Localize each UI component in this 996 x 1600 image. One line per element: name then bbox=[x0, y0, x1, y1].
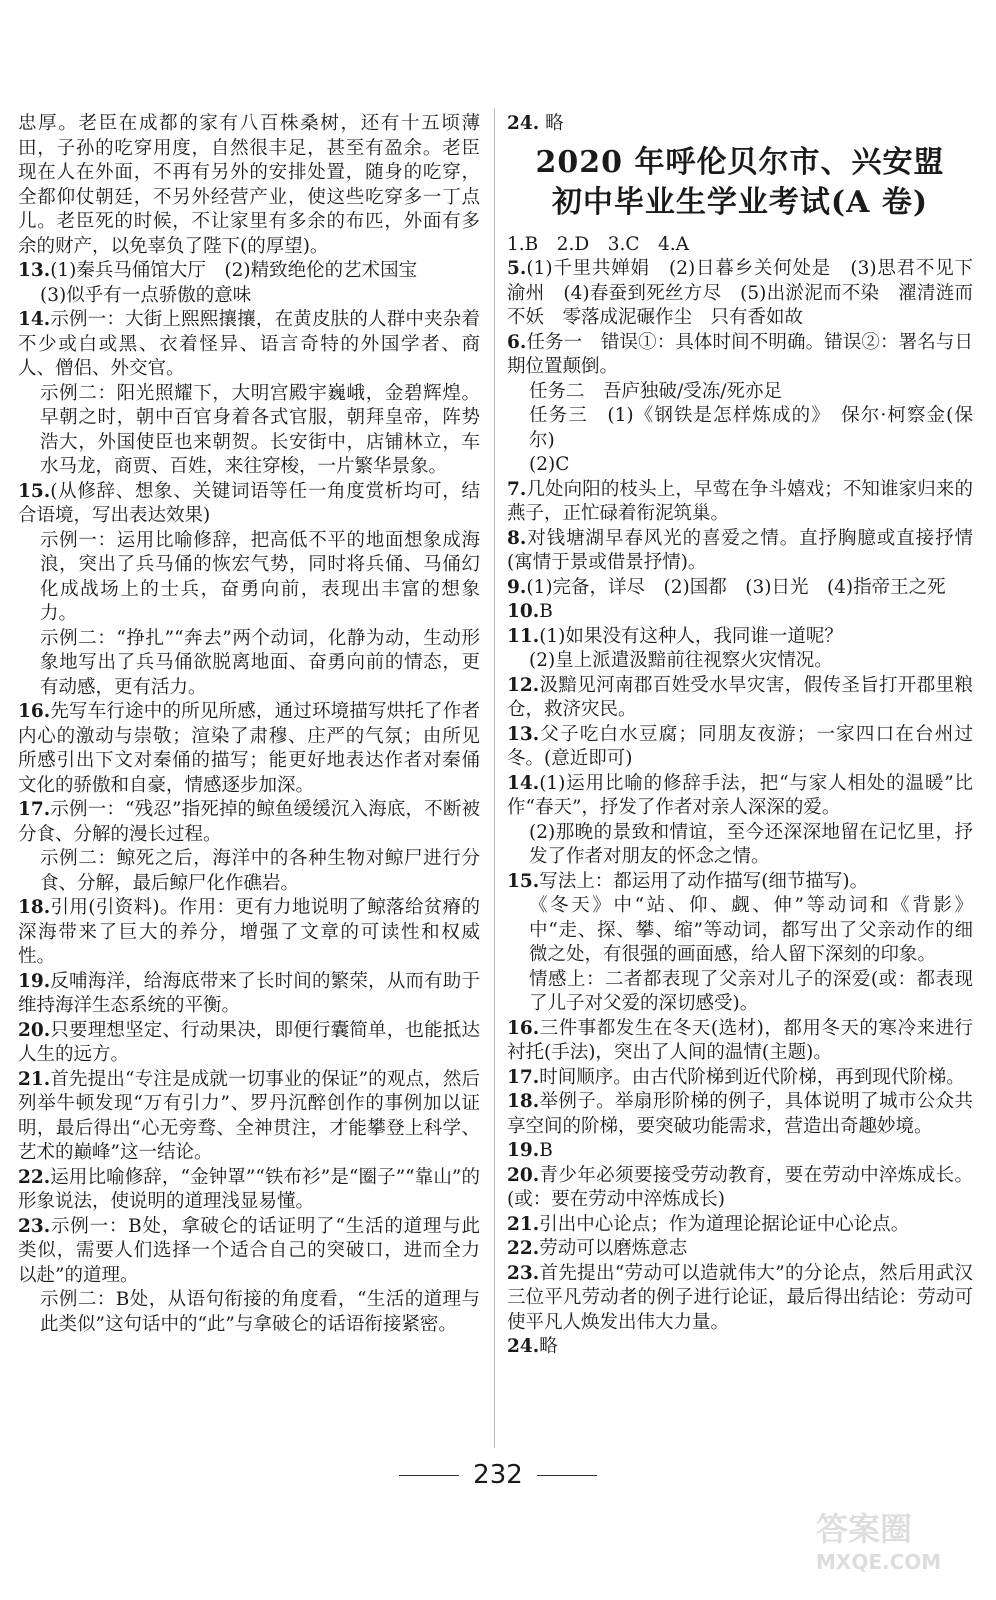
answer-text: 示例一：大街上熙熙攘攘，在黄皮肤的人群中夹杂着不少或白或黑、衣着怪异、语言奇特的外国学者、商人、僧侣、外交官。 bbox=[18, 309, 480, 379]
answer-text: 《冬天》中“站、仰、觑、伸”等动词和《背影》中“走、探、攀、缩”等动词，都写出了父亲动作的细微之处，有很强的画面感，给人留下深刻的印象。 bbox=[529, 895, 973, 965]
answer-text: 任务一 错误①：具体时间不明确。错误②：署名与日期位置颠倒。 bbox=[507, 331, 973, 377]
answer-text: 示例二：“挣扎”“奔去”两个动词，化静为动，生动形象地写出了兵马俑欲脱离地面、奋勇向前的情态，更有动感，更有活力。 bbox=[40, 627, 480, 698]
question-number: 15. bbox=[507, 870, 540, 892]
answer-text: (2)那晚的景致和情谊，至今还深深地留在记忆里，抒发了作者对朋友的怀念之情。 bbox=[529, 821, 973, 867]
answer-text: 青少年必须要接受劳动教育，要在劳动中淬炼成长。(或：要在劳动中淬炼成长) bbox=[507, 1164, 973, 1210]
answer-text: 首先提出“劳动可以造就伟大”的分论点，然后用武汉三位平凡劳动者的例子进行论证，最后得出结论：劳动可使平凡人焕发出伟大力量。 bbox=[507, 1262, 973, 1333]
answer-line bbox=[18, 1068, 480, 1166]
answer-text: 引用(引资料)。作用：更有力地说明了鲸落给贫瘠的深海带来了巨大的养分，增强了文章的可读性和权威性。 bbox=[18, 897, 480, 967]
answer-text: (1)秦兵马俑馆大厅 (2)精致绝伦的艺术国宝 bbox=[50, 260, 418, 281]
page-footer bbox=[0, 1460, 996, 1490]
answer-text: 首先提出“专注是成就一切事业的保证”的观点，然后列举牛顿发现“万有引力”、罗丹沉醉创作的事例加以证明，最后得出“心无旁骛、全神贯注，才能攀登上科学、艺术的巅峰”这一结论。 bbox=[18, 1068, 480, 1163]
answer-text: 运用比喻修辞，“金钟罩”“铁布衫”是“圈子”“靠山”的形象说法，使说明的道理浅显易懂。 bbox=[18, 1166, 480, 1212]
answer-text: 1.B 2.D 3.C 4.A bbox=[507, 233, 690, 255]
answer-line bbox=[507, 1090, 973, 1139]
answer-line bbox=[18, 382, 480, 480]
answer-line bbox=[18, 700, 480, 798]
question-number: 19. bbox=[18, 970, 51, 992]
footer-rule bbox=[399, 1475, 459, 1476]
answer-line bbox=[18, 112, 480, 259]
question-number: 9. bbox=[507, 576, 527, 598]
question-number: 20. bbox=[507, 1164, 540, 1186]
answer-text: 举例子。举扇形阶梯的例子，具体说明了城市公众共享空间的阶梯，要突破功能需求，营造出奇趣妙境。 bbox=[507, 1091, 973, 1137]
watermark-text: 答案圈 bbox=[816, 1510, 913, 1548]
exam-title-line-1: 2020 年呼伦贝尔市、兴安盟 bbox=[535, 144, 945, 180]
answer-text: 先写车行途中的所见所感，通过环境描写烘托了作者内心的激动与崇敬；渲染了肃穆、庄严的气氛；由所见所感引出下文对秦俑的描写；能更好地表达作者对秦俑文化的骄傲和自豪，情感逐步加深。 bbox=[18, 701, 480, 796]
question-number: 6. bbox=[507, 331, 527, 353]
answer-line bbox=[18, 1288, 480, 1337]
question-number: 22. bbox=[507, 1238, 540, 1259]
answer-line bbox=[507, 772, 973, 821]
left-column bbox=[18, 112, 480, 1337]
answer-line bbox=[18, 896, 480, 970]
question-number: 15. bbox=[18, 480, 51, 502]
answer-text: 任务三 (1)《钢铁是怎样炼成的》 保尔·柯察金(保尔) bbox=[529, 405, 973, 451]
answer-line bbox=[507, 625, 973, 650]
question-number: 12. bbox=[507, 674, 540, 696]
exam-title bbox=[507, 143, 973, 223]
question-number: 18. bbox=[18, 897, 51, 918]
answer-line bbox=[507, 1017, 973, 1066]
answer-line bbox=[507, 404, 973, 453]
answer-text: 示例二：阳光照耀下，大明宫殿宇巍峨，金碧辉煌。早朝之时，朝中百官身着各式官服，朝拜皇帝，阵势浩大，外国使臣也来朝贺。长安街中，店铺林立，车水马龙，商贾、百姓，来往穿梭，一片繁华景象。 bbox=[40, 382, 480, 477]
answer-text: 示例一：运用比喻修辞，把高低不平的地面想象成海浪，突出了兵马俑的恢宏气势，同时将兵俑、马俑幻化成战场上的士兵，奋勇向前，表现出丰富的想象力。 bbox=[40, 529, 480, 624]
question-number: 14. bbox=[507, 772, 540, 794]
answer-line bbox=[18, 847, 480, 896]
question-number: 21. bbox=[18, 1068, 51, 1090]
answer-text: 对钱塘湖早春风光的喜爱之情。直抒胸臆或直接抒情(寓情于景或借景抒情)。 bbox=[507, 527, 973, 573]
answer-line bbox=[507, 649, 973, 674]
answer-line bbox=[18, 529, 480, 627]
answer-line bbox=[507, 257, 973, 331]
answer-line bbox=[507, 1164, 973, 1213]
answer-line bbox=[507, 1139, 973, 1164]
watermark-logo bbox=[816, 1504, 986, 1594]
answer-line bbox=[18, 798, 480, 847]
question-number: 22. bbox=[18, 1166, 51, 1188]
question-number: 23. bbox=[18, 1215, 51, 1237]
answer-line bbox=[507, 576, 973, 601]
question-number: 17. bbox=[18, 799, 51, 820]
question-number: 11. bbox=[507, 625, 540, 647]
answer-text: (2)皇上派遣汲黯前往视察火灾情况。 bbox=[529, 650, 833, 671]
answer-line bbox=[18, 1019, 480, 1068]
answer-text: 引出中心论点；作为道理论据论证中心论点。 bbox=[539, 1213, 910, 1235]
question-number: 14. bbox=[18, 309, 51, 330]
answer-text: (1)运用比喻的修辞手法，把“与家人相处的温暖”比作“春天”，抒发了作者对亲人深深的爱。 bbox=[507, 772, 973, 818]
answer-line bbox=[18, 1215, 480, 1289]
answer-line bbox=[507, 821, 973, 870]
question-number: 13. bbox=[507, 723, 540, 745]
answer-text: 示例一：B处，拿破仑的话证明了“生活的道理与此类似，需要人们选择一个适合自己的突破口，进而全力以赴”的道理。 bbox=[18, 1215, 480, 1286]
answer-text: (1)如果没有这种人，我同谁一道呢？ bbox=[539, 625, 843, 647]
answer-text: 示例二：鲸死之后，海洋中的各种生物对鲸尸进行分食、分解，最后鲸尸化作礁岩。 bbox=[40, 848, 480, 894]
answer-text: (2)C bbox=[529, 454, 570, 475]
watermark-url: MXQE.COM bbox=[816, 1550, 942, 1574]
footer-rule bbox=[537, 1475, 597, 1476]
answer-text: (3)似乎有一点骄傲的意味 bbox=[40, 284, 252, 306]
answer-line bbox=[507, 870, 973, 895]
question-number: 21. bbox=[507, 1213, 540, 1235]
question-number: 8. bbox=[507, 527, 527, 549]
answer-line bbox=[507, 527, 973, 576]
answer-text: (从修辞、想象、关键词语等任一角度赏析均可，结合语境，写出表达效果) bbox=[18, 480, 480, 526]
answer-line bbox=[507, 1066, 973, 1091]
answer-line bbox=[507, 1237, 973, 1262]
question-number: 24. bbox=[507, 1336, 540, 1357]
answer-line bbox=[18, 308, 480, 382]
right-column bbox=[507, 112, 973, 1360]
answer-line bbox=[507, 380, 973, 405]
answer-line bbox=[507, 478, 973, 527]
answer-line bbox=[507, 968, 973, 1017]
answer-line bbox=[18, 259, 480, 284]
answer-text: 略 bbox=[539, 1336, 558, 1357]
answer-text: (1)千里共婵娟 (2)日暮乡关何处是 (3)思君不见下渝州 (4)春蚕到死丝方尽 (5)出淤泥而不染 濯清涟而不妖 零落成泥碾作尘 只有香如故 bbox=[507, 258, 973, 328]
answer-text: 三件事都发生在冬天(选材)，都用冬天的寒冷来进行衬托(手法)，突出了人间的温情(主题)。 bbox=[507, 1017, 973, 1063]
answer-text: 示例二：B处，从语句衔接的角度看，“生活的道理与此类似”这句话中的“此”与拿破仑的话语衔接紧密。 bbox=[40, 1289, 480, 1335]
question-number: 5. bbox=[507, 258, 527, 279]
column-divider bbox=[494, 108, 495, 1448]
answer-text: B bbox=[539, 1140, 553, 1161]
answer-text: 反哺海洋，给海底带来了长时间的繁荣，从而有助于维持海洋生态系统的平衡。 bbox=[18, 970, 480, 1016]
answer-text: 示例一：“残忍”指死掉的鲸鱼缓缓沉入海底，不断被分食、分解的漫长过程。 bbox=[18, 799, 480, 845]
answer-line bbox=[507, 600, 973, 625]
answer-line bbox=[507, 233, 973, 258]
answer-line bbox=[507, 1335, 973, 1360]
answer-line bbox=[507, 723, 973, 772]
answer-text: 任务二 吾庐独破/受冻/死亦足 bbox=[529, 380, 782, 402]
answer-line bbox=[507, 674, 973, 723]
answer-text: 劳动可以磨炼意志 bbox=[539, 1238, 688, 1259]
question-number: 18. bbox=[507, 1091, 540, 1112]
answer-line bbox=[18, 1166, 480, 1215]
answer-line bbox=[507, 1262, 973, 1336]
answer-line bbox=[18, 970, 480, 1019]
answer-text: B bbox=[539, 601, 553, 622]
answer-text: 写法上：都运用了动作描写(细节描写)。 bbox=[539, 870, 869, 892]
question-number: 13. bbox=[18, 260, 51, 281]
question-number: 17. bbox=[507, 1066, 540, 1088]
question-number: 10. bbox=[507, 601, 540, 622]
answer-line bbox=[18, 627, 480, 701]
question-number: 19. bbox=[507, 1140, 540, 1161]
question-number: 16. bbox=[507, 1017, 540, 1039]
answer-line bbox=[507, 453, 973, 478]
question-number: 16. bbox=[18, 701, 51, 722]
answer-text: (1)完备，详尽 (2)国都 (3)日光 (4)指帝王之死 bbox=[526, 576, 946, 598]
answer-text: 只要理想坚定、行动果决，即便行囊简单，也能抵达人生的远方。 bbox=[18, 1019, 480, 1065]
answer-line bbox=[18, 284, 480, 309]
answer-text: 汲黯见河南郡百姓受水旱灾害，假传圣旨打开郡里粮仓，救济灾民。 bbox=[507, 674, 973, 720]
question-number: 23. bbox=[507, 1262, 540, 1284]
answer-text: 忠厚。老臣在成都的家有八百株桑树，还有十五顷薄田，子孙的吃穿用度，自然很丰足，甚至有盈余。老臣现在人在外面，不再有另外的安排处置，随身的吃穿，全都仰仗朝廷，不另外经营产业，使这些吃穿多一丁点儿。老臣死的时候，不让家里有多余的布匹，外面有多余的财产，以免辜负了陛下(的厚望)。 bbox=[18, 113, 480, 257]
question-number: 7. bbox=[507, 478, 527, 500]
answer-line bbox=[507, 894, 973, 968]
answer-line bbox=[18, 480, 480, 529]
page-number: 232 bbox=[473, 1460, 523, 1490]
answer-text: 情感上：二者都表现了父亲对儿子的深爱(或：都表现了儿子对父爱的深切感受)。 bbox=[529, 968, 973, 1014]
right-answers bbox=[507, 233, 973, 1360]
question-number: 24. bbox=[507, 113, 540, 134]
answer-item bbox=[507, 112, 973, 137]
answer-line bbox=[507, 1213, 973, 1238]
answer-text: 时间顺序。由古代阶梯到近代阶梯，再到现代阶梯。 bbox=[539, 1066, 965, 1088]
exam-title-line-2: 初中毕业生学业考试(A 卷) bbox=[551, 184, 929, 220]
question-number: 20. bbox=[18, 1019, 51, 1041]
answer-text: 父子吃白水豆腐；同朋友夜游；一家四口在台州过冬。(意近即可) bbox=[507, 723, 973, 769]
answer-line bbox=[507, 331, 973, 380]
answer-text: 几处向阳的枝头上，早莺在争斗嬉戏；不知谁家归来的燕子，正忙碌着衔泥筑巢。 bbox=[507, 478, 973, 524]
answer-text: 略 bbox=[545, 113, 564, 134]
